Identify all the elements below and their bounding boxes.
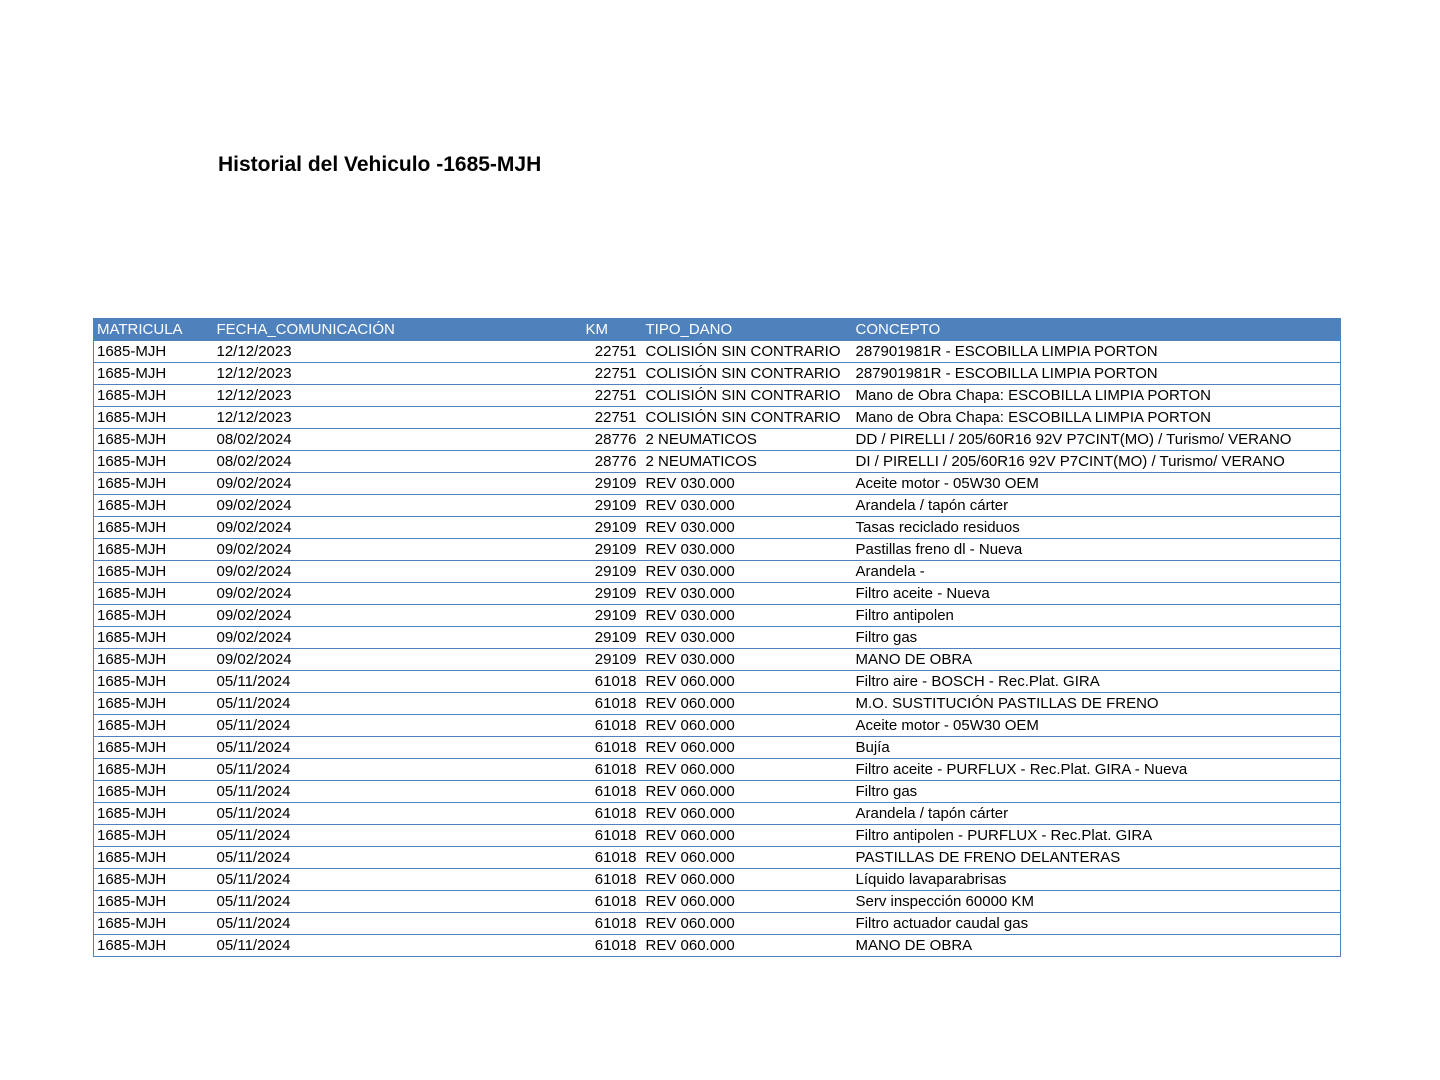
table-row bbox=[94, 627, 1341, 649]
cell-concepto: Filtro aceite - PURFLUX - Rec.Plat. GIRA - Nueva bbox=[853, 759, 1341, 781]
cell-tipo-dano: REV 030.000 bbox=[643, 495, 853, 517]
cell-tipo-dano: 2 NEUMATICOS bbox=[643, 451, 853, 473]
cell-concepto: 287901981R - ESCOBILLA LIMPIA PORTON bbox=[853, 363, 1341, 385]
cell-km: 29109 bbox=[583, 605, 643, 627]
cell-fecha-comunicacion: 05/11/2024 bbox=[214, 891, 583, 913]
table-row bbox=[94, 605, 1341, 627]
cell-tipo-dano: REV 060.000 bbox=[643, 803, 853, 825]
cell-tipo-dano: REV 030.000 bbox=[643, 539, 853, 561]
cell-fecha-comunicacion: 12/12/2023 bbox=[214, 385, 583, 407]
cell-tipo-dano: COLISIÓN SIN CONTRARIO bbox=[643, 363, 853, 385]
cell-fecha-comunicacion: 05/11/2024 bbox=[214, 715, 583, 737]
cell-km: 61018 bbox=[583, 869, 643, 891]
table-row bbox=[94, 539, 1341, 561]
cell-concepto: Mano de Obra Chapa: ESCOBILLA LIMPIA PORTON bbox=[853, 407, 1341, 429]
cell-fecha-comunicacion: 05/11/2024 bbox=[214, 693, 583, 715]
header-matricula: MATRICULA bbox=[94, 319, 214, 341]
cell-matricula: 1685-MJH bbox=[94, 517, 214, 539]
cell-matricula: 1685-MJH bbox=[94, 385, 214, 407]
cell-concepto: Filtro gas bbox=[853, 627, 1341, 649]
cell-fecha-comunicacion: 09/02/2024 bbox=[214, 605, 583, 627]
cell-km: 29109 bbox=[583, 517, 643, 539]
cell-concepto: MANO DE OBRA bbox=[853, 649, 1341, 671]
header-concepto: CONCEPTO bbox=[853, 319, 1341, 341]
cell-fecha-comunicacion: 12/12/2023 bbox=[214, 407, 583, 429]
cell-km: 28776 bbox=[583, 429, 643, 451]
cell-fecha-comunicacion: 05/11/2024 bbox=[214, 781, 583, 803]
table-row bbox=[94, 495, 1341, 517]
table-row bbox=[94, 451, 1341, 473]
cell-km: 22751 bbox=[583, 385, 643, 407]
cell-km: 61018 bbox=[583, 737, 643, 759]
cell-tipo-dano: REV 060.000 bbox=[643, 693, 853, 715]
table-row bbox=[94, 847, 1341, 869]
cell-km: 29109 bbox=[583, 583, 643, 605]
vehicle-history-table bbox=[93, 318, 1341, 957]
cell-tipo-dano: REV 060.000 bbox=[643, 891, 853, 913]
cell-km: 29109 bbox=[583, 561, 643, 583]
cell-concepto: Filtro actuador caudal gas bbox=[853, 913, 1341, 935]
cell-concepto: DD / PIRELLI / 205/60R16 92V P7CINT(MO) / Turismo/ VERANO bbox=[853, 429, 1341, 451]
cell-tipo-dano: REV 060.000 bbox=[643, 781, 853, 803]
cell-matricula: 1685-MJH bbox=[94, 803, 214, 825]
cell-km: 61018 bbox=[583, 671, 643, 693]
cell-km: 29109 bbox=[583, 473, 643, 495]
cell-matricula: 1685-MJH bbox=[94, 693, 214, 715]
cell-tipo-dano: REV 060.000 bbox=[643, 671, 853, 693]
cell-tipo-dano: COLISIÓN SIN CONTRARIO bbox=[643, 407, 853, 429]
table-row bbox=[94, 759, 1341, 781]
cell-matricula: 1685-MJH bbox=[94, 869, 214, 891]
table-row bbox=[94, 517, 1341, 539]
cell-matricula: 1685-MJH bbox=[94, 473, 214, 495]
cell-concepto: Arandela / tapón cárter bbox=[853, 495, 1341, 517]
cell-fecha-comunicacion: 09/02/2024 bbox=[214, 495, 583, 517]
cell-matricula: 1685-MJH bbox=[94, 627, 214, 649]
cell-matricula: 1685-MJH bbox=[94, 583, 214, 605]
cell-matricula: 1685-MJH bbox=[94, 935, 214, 957]
cell-matricula: 1685-MJH bbox=[94, 847, 214, 869]
cell-matricula: 1685-MJH bbox=[94, 649, 214, 671]
cell-km: 61018 bbox=[583, 693, 643, 715]
cell-concepto: Arandela - bbox=[853, 561, 1341, 583]
table-row bbox=[94, 715, 1341, 737]
cell-tipo-dano: REV 060.000 bbox=[643, 869, 853, 891]
cell-fecha-comunicacion: 09/02/2024 bbox=[214, 539, 583, 561]
cell-km: 61018 bbox=[583, 847, 643, 869]
cell-tipo-dano: REV 060.000 bbox=[643, 935, 853, 957]
cell-matricula: 1685-MJH bbox=[94, 737, 214, 759]
cell-fecha-comunicacion: 09/02/2024 bbox=[214, 583, 583, 605]
cell-km: 61018 bbox=[583, 913, 643, 935]
cell-km: 61018 bbox=[583, 781, 643, 803]
cell-concepto: Tasas reciclado residuos bbox=[853, 517, 1341, 539]
cell-concepto: Aceite motor - 05W30 OEM bbox=[853, 715, 1341, 737]
table-row bbox=[94, 825, 1341, 847]
cell-tipo-dano: REV 030.000 bbox=[643, 583, 853, 605]
cell-fecha-comunicacion: 12/12/2023 bbox=[214, 363, 583, 385]
cell-tipo-dano: REV 030.000 bbox=[643, 649, 853, 671]
cell-matricula: 1685-MJH bbox=[94, 671, 214, 693]
page-title: Historial del Vehiculo -1685-MJH bbox=[218, 153, 542, 176]
cell-matricula: 1685-MJH bbox=[94, 891, 214, 913]
cell-tipo-dano: REV 060.000 bbox=[643, 847, 853, 869]
cell-fecha-comunicacion: 05/11/2024 bbox=[214, 737, 583, 759]
cell-concepto: Filtro antipolen - PURFLUX - Rec.Plat. GIRA bbox=[853, 825, 1341, 847]
cell-tipo-dano: REV 030.000 bbox=[643, 561, 853, 583]
cell-tipo-dano: REV 060.000 bbox=[643, 759, 853, 781]
table-row bbox=[94, 429, 1341, 451]
table-row bbox=[94, 363, 1341, 385]
cell-km: 22751 bbox=[583, 407, 643, 429]
cell-matricula: 1685-MJH bbox=[94, 605, 214, 627]
cell-km: 61018 bbox=[583, 803, 643, 825]
cell-tipo-dano: COLISIÓN SIN CONTRARIO bbox=[643, 385, 853, 407]
cell-km: 22751 bbox=[583, 363, 643, 385]
cell-matricula: 1685-MJH bbox=[94, 539, 214, 561]
cell-concepto: Arandela / tapón cárter bbox=[853, 803, 1341, 825]
cell-km: 61018 bbox=[583, 935, 643, 957]
cell-km: 29109 bbox=[583, 649, 643, 671]
cell-concepto: Filtro aceite - Nueva bbox=[853, 583, 1341, 605]
cell-concepto: Mano de Obra Chapa: ESCOBILLA LIMPIA PORTON bbox=[853, 385, 1341, 407]
table-row bbox=[94, 693, 1341, 715]
table-row bbox=[94, 341, 1341, 363]
cell-fecha-comunicacion: 09/02/2024 bbox=[214, 627, 583, 649]
cell-matricula: 1685-MJH bbox=[94, 561, 214, 583]
cell-fecha-comunicacion: 05/11/2024 bbox=[214, 803, 583, 825]
cell-km: 28776 bbox=[583, 451, 643, 473]
table-row bbox=[94, 869, 1341, 891]
header-fecha-comunicacion: FECHA_COMUNICACIÓN bbox=[214, 319, 583, 341]
cell-tipo-dano: REV 030.000 bbox=[643, 627, 853, 649]
cell-tipo-dano: REV 060.000 bbox=[643, 715, 853, 737]
cell-km: 29109 bbox=[583, 495, 643, 517]
cell-tipo-dano: REV 030.000 bbox=[643, 605, 853, 627]
cell-km: 22751 bbox=[583, 341, 643, 363]
cell-fecha-comunicacion: 08/02/2024 bbox=[214, 451, 583, 473]
cell-concepto: PASTILLAS DE FRENO DELANTERAS bbox=[853, 847, 1341, 869]
cell-tipo-dano: REV 060.000 bbox=[643, 737, 853, 759]
cell-fecha-comunicacion: 12/12/2023 bbox=[214, 341, 583, 363]
cell-concepto: M.O. SUSTITUCIÓN PASTILLAS DE FRENO bbox=[853, 693, 1341, 715]
cell-concepto: 287901981R - ESCOBILLA LIMPIA PORTON bbox=[853, 341, 1341, 363]
cell-matricula: 1685-MJH bbox=[94, 407, 214, 429]
cell-matricula: 1685-MJH bbox=[94, 759, 214, 781]
cell-matricula: 1685-MJH bbox=[94, 913, 214, 935]
table-header bbox=[94, 319, 1341, 341]
table-row bbox=[94, 649, 1341, 671]
table-row bbox=[94, 407, 1341, 429]
cell-km: 29109 bbox=[583, 539, 643, 561]
cell-tipo-dano: REV 030.000 bbox=[643, 517, 853, 539]
table-row bbox=[94, 913, 1341, 935]
table-row bbox=[94, 737, 1341, 759]
cell-matricula: 1685-MJH bbox=[94, 495, 214, 517]
table-body bbox=[94, 341, 1341, 957]
cell-concepto: Serv inspección 60000 KM bbox=[853, 891, 1341, 913]
cell-tipo-dano: REV 060.000 bbox=[643, 913, 853, 935]
cell-fecha-comunicacion: 05/11/2024 bbox=[214, 759, 583, 781]
table-row bbox=[94, 781, 1341, 803]
cell-matricula: 1685-MJH bbox=[94, 363, 214, 385]
cell-fecha-comunicacion: 05/11/2024 bbox=[214, 869, 583, 891]
cell-fecha-comunicacion: 09/02/2024 bbox=[214, 473, 583, 495]
cell-km: 61018 bbox=[583, 715, 643, 737]
cell-km: 61018 bbox=[583, 759, 643, 781]
cell-fecha-comunicacion: 05/11/2024 bbox=[214, 935, 583, 957]
table-row bbox=[94, 385, 1341, 407]
cell-fecha-comunicacion: 05/11/2024 bbox=[214, 847, 583, 869]
cell-matricula: 1685-MJH bbox=[94, 341, 214, 363]
table-row bbox=[94, 671, 1341, 693]
table-row bbox=[94, 803, 1341, 825]
cell-concepto: Filtro gas bbox=[853, 781, 1341, 803]
cell-concepto: MANO DE OBRA bbox=[853, 935, 1341, 957]
cell-concepto: Bujía bbox=[853, 737, 1341, 759]
cell-concepto: Filtro antipolen bbox=[853, 605, 1341, 627]
table-row bbox=[94, 561, 1341, 583]
cell-concepto: Aceite motor - 05W30 OEM bbox=[853, 473, 1341, 495]
cell-matricula: 1685-MJH bbox=[94, 781, 214, 803]
cell-concepto: Pastillas freno dl - Nueva bbox=[853, 539, 1341, 561]
cell-matricula: 1685-MJH bbox=[94, 825, 214, 847]
cell-fecha-comunicacion: 05/11/2024 bbox=[214, 913, 583, 935]
cell-fecha-comunicacion: 09/02/2024 bbox=[214, 517, 583, 539]
cell-matricula: 1685-MJH bbox=[94, 429, 214, 451]
header-row bbox=[94, 319, 1341, 341]
cell-concepto: Líquido lavaparabrisas bbox=[853, 869, 1341, 891]
cell-matricula: 1685-MJH bbox=[94, 715, 214, 737]
cell-tipo-dano: REV 030.000 bbox=[643, 473, 853, 495]
cell-concepto: Filtro aire - BOSCH - Rec.Plat. GIRA bbox=[853, 671, 1341, 693]
cell-fecha-comunicacion: 08/02/2024 bbox=[214, 429, 583, 451]
table-row bbox=[94, 935, 1341, 957]
cell-tipo-dano: COLISIÓN SIN CONTRARIO bbox=[643, 341, 853, 363]
cell-fecha-comunicacion: 05/11/2024 bbox=[214, 825, 583, 847]
cell-fecha-comunicacion: 09/02/2024 bbox=[214, 561, 583, 583]
cell-km: 61018 bbox=[583, 891, 643, 913]
cell-concepto: DI / PIRELLI / 205/60R16 92V P7CINT(MO) / Turismo/ VERANO bbox=[853, 451, 1341, 473]
cell-matricula: 1685-MJH bbox=[94, 451, 214, 473]
header-km: KM bbox=[583, 319, 643, 341]
cell-km: 61018 bbox=[583, 825, 643, 847]
table-row bbox=[94, 891, 1341, 913]
table-row bbox=[94, 473, 1341, 495]
cell-fecha-comunicacion: 09/02/2024 bbox=[214, 649, 583, 671]
cell-km: 29109 bbox=[583, 627, 643, 649]
header-tipo-dano: TIPO_DANO bbox=[643, 319, 853, 341]
cell-fecha-comunicacion: 05/11/2024 bbox=[214, 671, 583, 693]
cell-tipo-dano: 2 NEUMATICOS bbox=[643, 429, 853, 451]
table-row bbox=[94, 583, 1341, 605]
cell-tipo-dano: REV 060.000 bbox=[643, 825, 853, 847]
